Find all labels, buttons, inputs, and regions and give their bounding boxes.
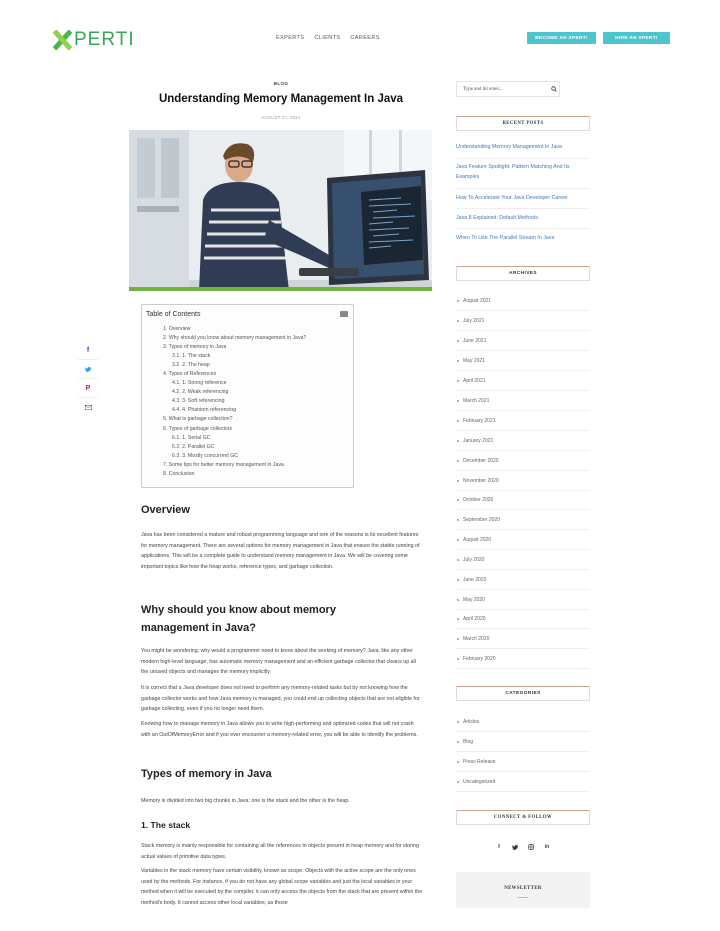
archive-link[interactable] bbox=[456, 570, 590, 590]
bullet-icon bbox=[457, 420, 459, 422]
toc-item[interactable]: 3.1. 1. The stack bbox=[172, 353, 211, 360]
bullet-icon bbox=[457, 360, 459, 362]
archive-link[interactable] bbox=[456, 371, 590, 391]
archive-label: June 2021 bbox=[463, 337, 487, 344]
archive-label: December 2020 bbox=[463, 457, 499, 464]
hero-accent-bar bbox=[129, 287, 432, 291]
archive-link[interactable] bbox=[456, 431, 590, 451]
archive-link[interactable] bbox=[456, 530, 590, 550]
newsletter-underline bbox=[518, 897, 528, 898]
archive-label: January 2021 bbox=[463, 437, 494, 444]
post-category[interactable]: BLOG bbox=[273, 81, 289, 86]
category-label: Blog bbox=[463, 738, 474, 745]
search-input[interactable]: Type and hit enter... bbox=[456, 81, 560, 97]
archive-link[interactable] bbox=[456, 590, 590, 610]
category-link[interactable] bbox=[456, 752, 590, 772]
facebook-icon[interactable]: f bbox=[498, 844, 500, 850]
hire-expert-button[interactable]: HIRE AN XPERT! bbox=[603, 32, 670, 44]
newsletter-title: NEWSLETTER bbox=[504, 886, 542, 891]
archive-link[interactable] bbox=[456, 291, 590, 311]
linkedin-icon[interactable]: in bbox=[544, 844, 550, 850]
toc-item[interactable]: 4.3. 3. Soft referencing bbox=[172, 398, 225, 405]
archive-label: June 2020 bbox=[463, 576, 487, 583]
divider bbox=[456, 208, 590, 209]
bullet-icon bbox=[457, 440, 459, 442]
pinterest-icon: P bbox=[85, 384, 91, 392]
site-header bbox=[0, 0, 720, 78]
archive-label: May 2021 bbox=[463, 357, 485, 364]
post-date: AUGUST 27, 2021 bbox=[261, 115, 301, 120]
bullet-icon bbox=[457, 579, 459, 581]
table-of-contents bbox=[141, 304, 354, 488]
archive-link[interactable] bbox=[456, 649, 590, 669]
archive-link[interactable] bbox=[456, 311, 590, 331]
archive-label: July 2021 bbox=[463, 317, 485, 324]
recent-post-link[interactable]: Understanding Memory Management In Java bbox=[456, 144, 562, 150]
recent-posts-title: RECENT POSTS bbox=[456, 116, 590, 131]
social-links bbox=[495, 843, 551, 851]
instagram-icon[interactable] bbox=[527, 843, 535, 851]
paragraph-stack-1: Stack memory is mainly responsible for containing all the references to objects present in heap memory and for storing actual values of primitive data types. bbox=[141, 843, 419, 860]
bullet-icon bbox=[457, 559, 459, 561]
site-logo[interactable] bbox=[52, 29, 135, 51]
archive-label: April 2020 bbox=[463, 615, 486, 622]
facebook-icon: f bbox=[86, 346, 90, 354]
bullet-icon bbox=[457, 741, 459, 743]
archive-link[interactable] bbox=[456, 471, 590, 491]
bullet-icon bbox=[457, 519, 459, 521]
twitter-share[interactable] bbox=[78, 360, 98, 379]
archive-label: February 2021 bbox=[463, 417, 496, 424]
toc-toggle-icon[interactable] bbox=[340, 311, 348, 317]
bullet-icon bbox=[457, 618, 459, 620]
archive-link[interactable] bbox=[456, 451, 590, 471]
main-nav bbox=[276, 35, 380, 41]
post-title: Understanding Memory Management In Java bbox=[158, 93, 404, 105]
pinterest-share[interactable] bbox=[78, 379, 98, 398]
archive-link[interactable] bbox=[456, 411, 590, 431]
archive-link[interactable] bbox=[456, 550, 590, 570]
toc-item[interactable]: 3.2. 2. The heap bbox=[172, 362, 210, 369]
category-link[interactable] bbox=[456, 712, 590, 732]
archive-label: April 2021 bbox=[463, 377, 486, 384]
become-expert-button[interactable]: BECOME AN XPERT! bbox=[527, 32, 596, 44]
recent-post-link[interactable]: When To Use The Parallel Stream In Java bbox=[456, 235, 555, 241]
email-share[interactable] bbox=[78, 398, 98, 417]
paragraph-why-3: Knowing how to manage memory in Java allows you to write high-performing and optimized codes that will not crash with an OutOfMemoryError and if you ever encounter a memory-related error, you will be able to identify the problems. bbox=[141, 721, 418, 738]
archive-label: July 2020 bbox=[463, 556, 485, 563]
toc-item[interactable]: 6.3. 3. Mostly concurrent GC bbox=[172, 452, 239, 459]
nav-clients[interactable]: CLIENTS bbox=[314, 35, 341, 41]
archives-title: ARCHIVES bbox=[456, 266, 590, 281]
toc-list bbox=[163, 325, 306, 479]
toc-item[interactable]: 4.2. 2. Weak referencing bbox=[172, 389, 229, 396]
bullet-icon bbox=[457, 400, 459, 402]
archive-label: August 2020 bbox=[463, 536, 492, 543]
categories-title: CATEGORIES bbox=[456, 686, 590, 701]
archive-link[interactable] bbox=[456, 510, 590, 530]
archive-label: September 2020 bbox=[463, 516, 500, 523]
category-link[interactable] bbox=[456, 732, 590, 752]
heading-the-stack: 1. The stack bbox=[141, 820, 191, 830]
search-icon[interactable] bbox=[551, 86, 557, 92]
toc-item[interactable]: 4. Types of References bbox=[163, 371, 217, 378]
category-link[interactable] bbox=[456, 772, 590, 792]
recent-post-link[interactable]: How To Accelerate Your Java Developer Career bbox=[456, 195, 568, 201]
archive-label: October 2020 bbox=[463, 496, 494, 503]
divider bbox=[456, 228, 590, 229]
recent-post-link[interactable]: Java Feature Spotlight: Pattern Matching And Its Examples bbox=[456, 164, 570, 180]
bullet-icon bbox=[457, 761, 459, 763]
toc-item[interactable]: 8. Conclusion bbox=[163, 470, 195, 477]
bullet-icon bbox=[457, 599, 459, 601]
bullet-icon bbox=[457, 300, 459, 302]
toc-item[interactable]: 4.4. 4. Phantom referencing bbox=[172, 407, 237, 414]
toc-item[interactable]: 5. What is garbage collection? bbox=[163, 416, 233, 423]
archive-link[interactable] bbox=[456, 351, 590, 371]
connect-follow-title: CONNECT & FOLLOW bbox=[456, 810, 590, 825]
nav-experts[interactable]: EXPERTS bbox=[276, 35, 305, 41]
toc-item[interactable]: 2. Why should you know about memory management in Java? bbox=[163, 335, 307, 342]
category-label: Articles bbox=[463, 718, 480, 725]
archive-label: May 2020 bbox=[463, 596, 485, 603]
hero-image bbox=[129, 130, 432, 291]
divider bbox=[456, 188, 590, 189]
toc-item[interactable]: 6.2. 2. Parallel GC bbox=[172, 443, 215, 450]
toc-item[interactable]: 1. Overview bbox=[163, 326, 191, 332]
archive-link[interactable] bbox=[456, 391, 590, 411]
facebook-share[interactable] bbox=[78, 341, 98, 360]
archive-label: March 2021 bbox=[463, 397, 490, 404]
toc-item[interactable]: 3. Types of memory in Java bbox=[163, 344, 227, 351]
recent-post-link[interactable]: Java 8 Explained: Default Methods bbox=[456, 215, 538, 221]
archive-link[interactable] bbox=[456, 331, 590, 351]
nav-careers[interactable]: CAREERS bbox=[350, 35, 380, 41]
twitter-icon[interactable] bbox=[511, 843, 519, 851]
bullet-icon bbox=[457, 460, 459, 462]
bullet-icon bbox=[457, 781, 459, 783]
archive-link[interactable] bbox=[456, 490, 590, 510]
heading-overview: Overview bbox=[141, 504, 190, 516]
heading-why: Why should you know about memory management in Java? bbox=[141, 604, 336, 634]
toc-item[interactable]: 6.1. 1. Serial GC bbox=[172, 434, 211, 441]
divider bbox=[456, 158, 590, 159]
logo-x-mark bbox=[52, 30, 72, 50]
toc-item[interactable]: 7. Some tips for better memory management in Java bbox=[163, 461, 284, 468]
paragraph-why-1: You might be wondering, why would a programmer need to know about the working of memory? Java, like any other modern high-level language, has automatic memory management and an efficient garbage collector that cleans up all the unused objects and manages the memory implicitly. bbox=[141, 648, 416, 676]
bullet-icon bbox=[457, 480, 459, 482]
paragraph-stack-2: Variables in the stack memory have certain visibility, known as scope. Objects with the active scope are the only ones used by the methods. For instance, if you do not have any global scope variables and just the local variables in your method when it will be executed by the compiler, it can only access the objects from the stack that are present within the method's body. It cannot access other local variables, as those bbox=[141, 868, 423, 907]
developer-at-desk-illustration bbox=[129, 130, 432, 291]
paragraph-overview: Java has been considered a mature and robust programming language and one of the reasons is its excellent features for memory management. There are several options for memory management in Java that ensure the stable running of applications. This will be a complete guide to understand memory management in Java. We will be covering some important topics like how the heap works, reference types, and garbage collection. bbox=[141, 532, 420, 571]
category-label: Uncategorized bbox=[463, 778, 496, 785]
toc-title: Table of Contents bbox=[146, 311, 201, 318]
logo-text: PERTI bbox=[74, 29, 135, 50]
category-label: Press Release bbox=[463, 758, 496, 765]
bullet-icon bbox=[457, 380, 459, 382]
email-icon bbox=[85, 405, 92, 410]
bullet-icon bbox=[457, 658, 459, 660]
paragraph-types: Memory is divided into two big chunks in Java; one is the stack and the other is the heap. bbox=[141, 798, 350, 804]
toc-item[interactable]: 4.1. 1. Strong reference bbox=[172, 380, 227, 387]
newsletter-widget bbox=[456, 872, 590, 908]
twitter-icon bbox=[85, 367, 91, 372]
paragraph-why-2: It is correct that a Java developer does not need to perform any memory-related tasks but by not knowing how the garbage collector works and how Java memory is managed, you could end up collecting objects that are not eligible for garbage collecting, even if you no longer need them. bbox=[141, 685, 420, 713]
share-bar bbox=[78, 341, 98, 417]
bullet-icon bbox=[457, 340, 459, 342]
archive-link[interactable] bbox=[456, 609, 590, 629]
archive-label: February 2020 bbox=[463, 655, 496, 662]
archive-label: March 2020 bbox=[463, 635, 490, 642]
bullet-icon bbox=[457, 638, 459, 640]
archive-link[interactable] bbox=[456, 629, 590, 649]
toc-item[interactable]: 6. Types of garbage collectors bbox=[163, 425, 233, 432]
bullet-icon bbox=[457, 539, 459, 541]
archive-label: August 2021 bbox=[463, 297, 492, 304]
bullet-icon bbox=[457, 320, 459, 322]
heading-types-of-memory: Types of memory in Java bbox=[141, 768, 272, 780]
bullet-icon bbox=[457, 499, 459, 501]
bullet-icon bbox=[457, 721, 459, 723]
archive-label: November 2020 bbox=[463, 477, 499, 484]
